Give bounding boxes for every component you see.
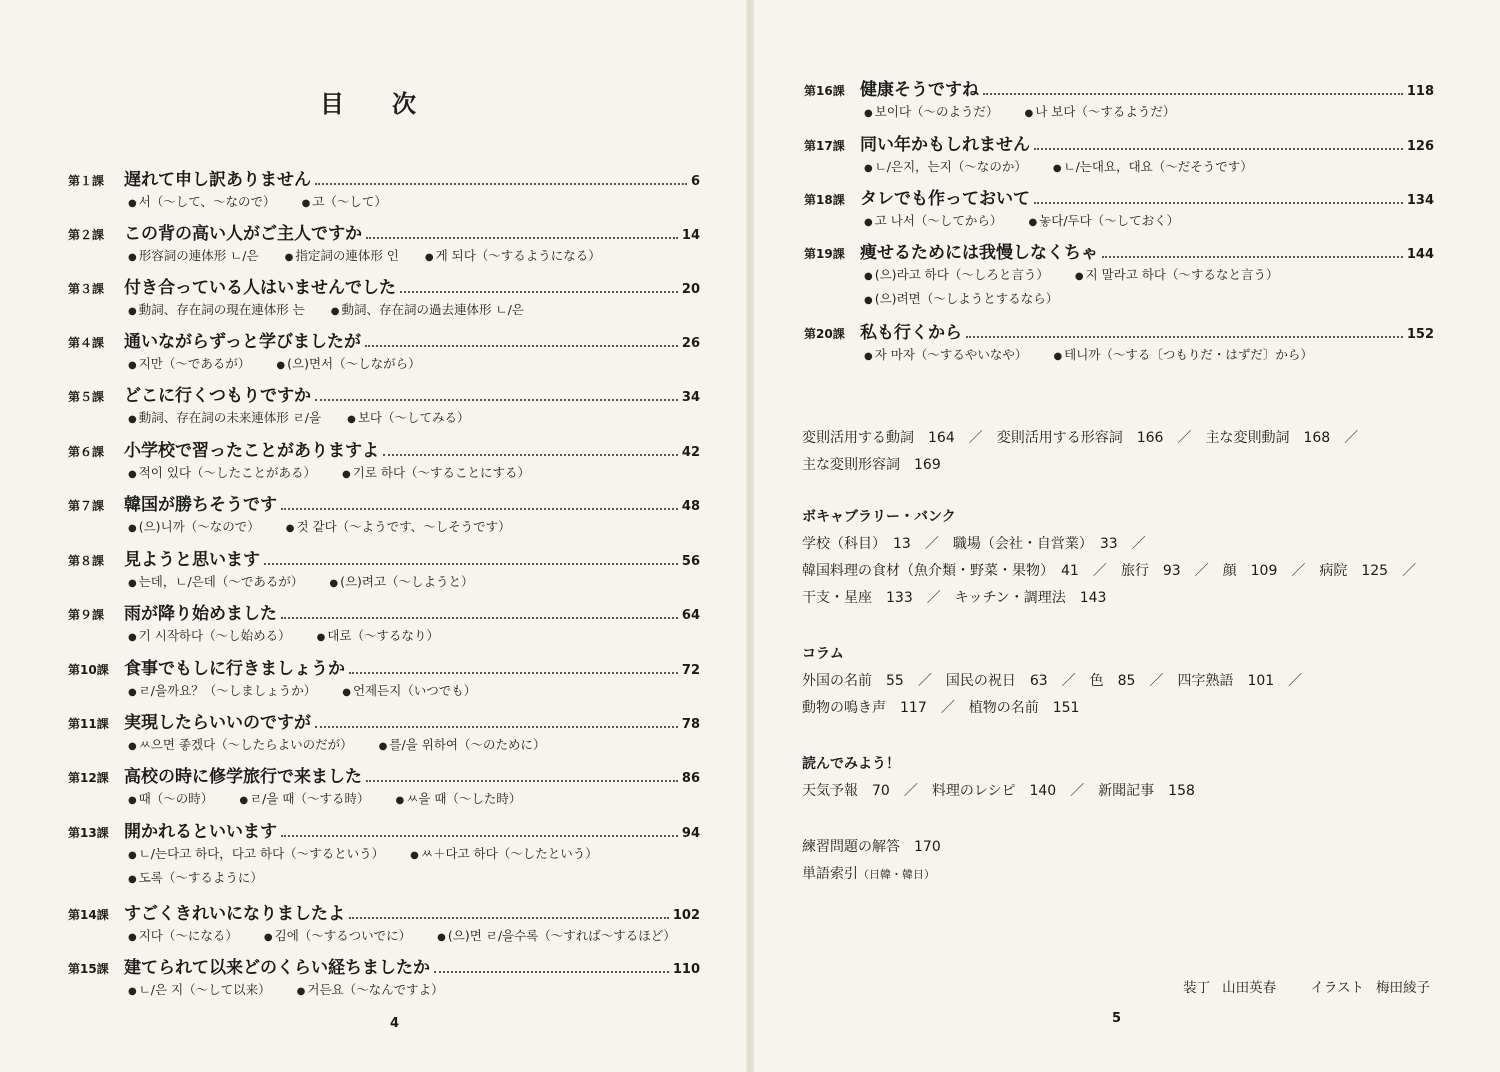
grammar-point: ● 動詞、存在詞の過去連体形 ㄴ/은 [331, 299, 524, 323]
grammar-points [68, 680, 700, 704]
lesson-entry [68, 490, 700, 540]
credits [1171, 976, 1430, 996]
grammar-point: ● 를/을 위하여（〜のために） [379, 734, 546, 758]
lesson-number: 第８課 [68, 554, 105, 568]
grammar-points [804, 264, 1434, 288]
lesson-heading [804, 130, 1434, 156]
dot-leader [315, 398, 678, 401]
lesson-heading [68, 899, 700, 925]
lesson-title: タレでも作っておいて [860, 189, 1030, 209]
lesson-number: 第７課 [68, 499, 105, 513]
dot-leader [383, 453, 678, 456]
lesson-title: 痩せるためには我慢しなくちゃ [860, 243, 1098, 263]
dot-leader [315, 182, 687, 185]
lesson-title: 建てられて以来どのくらい経ちましたか [124, 958, 430, 978]
dot-leader [315, 725, 678, 728]
lesson-page-number: 144 [1406, 247, 1434, 262]
grammar-point: ● 놓다/두다（〜しておく） [1028, 210, 1179, 234]
vocab-line: 学校（科目） 13 ／ 職場（会社・自営業） 33 ／ [802, 536, 1146, 552]
lesson-number: 第６課 [68, 445, 105, 459]
lesson-title: 食事でもしに行きましょうか [124, 659, 345, 679]
lesson-page-number: 34 [681, 390, 700, 405]
illust-label: イラスト [1310, 980, 1364, 996]
grammar-point: ● ㅆ＋다고 하다（〜したという） [410, 843, 598, 867]
dot-leader [966, 335, 1403, 338]
lesson-title: 付き合っている人はいませんでした [124, 278, 396, 298]
lesson-heading [804, 318, 1434, 344]
grammar-point: ● 때（〜の時） [128, 788, 213, 812]
vocab-section [802, 504, 1452, 612]
lesson-entry [68, 219, 700, 269]
grammar-points [68, 788, 700, 812]
grammar-point: ● 서（〜して、〜なので） [128, 191, 276, 215]
column-section [802, 641, 1452, 722]
lesson-heading [68, 953, 700, 979]
lesson-heading [68, 219, 700, 245]
grammar-points [804, 210, 1434, 234]
lesson-entry [804, 75, 1434, 125]
grammar-point: ● 보다（〜してみる） [347, 407, 469, 431]
lesson-title: 小学校で習ったことがありますよ [124, 441, 379, 461]
lesson-number: 第11課 [68, 717, 109, 731]
lesson-number: 第17課 [804, 139, 845, 153]
lesson-title: 健康そうですね [860, 80, 979, 100]
lesson-entry [804, 238, 1434, 312]
dot-leader [366, 236, 678, 239]
appendix-section [802, 834, 1452, 888]
lesson-heading [68, 273, 700, 299]
lesson-heading [804, 238, 1434, 264]
lesson-entry [68, 599, 700, 649]
dot-leader [365, 344, 678, 347]
lesson-entry [68, 708, 700, 758]
lesson-heading [68, 708, 700, 734]
grammar-point: ● 것 같다（〜ようです、〜しそうです） [286, 516, 511, 540]
lesson-entry [68, 273, 700, 323]
grammar-point: ● 적이 있다（〜したことがある） [128, 462, 316, 486]
lesson-heading [68, 436, 700, 462]
dot-leader [983, 92, 1403, 95]
dot-leader [1102, 255, 1403, 258]
lesson-page-number: 20 [681, 282, 700, 297]
lesson-entry [68, 436, 700, 486]
index-sub: （日韓・韓日） [858, 868, 935, 881]
lesson-number: 第12課 [68, 771, 109, 785]
grammar-points [68, 299, 700, 323]
grammar-points [68, 353, 700, 377]
grammar-point: ● 대로（〜するなり） [317, 625, 439, 649]
dot-leader [264, 562, 678, 565]
grammar-point: ● 動詞、存在詞の現在連体形 는 [128, 299, 305, 323]
lesson-heading [68, 545, 700, 571]
design-label: 装丁 [1183, 980, 1211, 996]
grammar-point: ● 나 보다（〜するようだ） [1024, 101, 1175, 125]
grammar-point: ● 形容詞の連体形 ㄴ/은 [128, 245, 259, 269]
lesson-page-number: 134 [1406, 193, 1434, 208]
grammar-points [804, 101, 1434, 125]
lesson-number: 第９課 [68, 608, 105, 622]
grammar-point: ● ㄴ/는대요，대요（〜だそうです） [1053, 156, 1253, 180]
dot-leader [281, 834, 678, 837]
irregular-line: 主な変則形容詞 169 [802, 457, 941, 473]
index-line [802, 861, 1452, 888]
lesson-title: 韓国が勝ちそうです [124, 495, 277, 515]
lesson-title: この背の高い人がご主人ですか [124, 224, 362, 244]
design-name: 山田英春 [1222, 980, 1277, 996]
vocab-line: 韓国料理の食材（魚介類・野菜・果物） 41 ／ 旅行 93 ／ 顔 109 ／ 病院 125 ／ [802, 563, 1417, 579]
lesson-entry [68, 165, 700, 215]
lesson-entry [804, 130, 1434, 180]
dot-leader [281, 616, 678, 619]
lesson-page-number: 64 [681, 608, 700, 623]
lesson-page-number: 102 [672, 908, 700, 923]
grammar-point: ● 고（〜して） [302, 191, 387, 215]
answers-line: 練習問題の解答 170 [802, 839, 941, 855]
grammar-point: ● (으)면서（〜しながら） [276, 353, 420, 377]
lesson-heading [68, 327, 700, 353]
lesson-page-number: 152 [1406, 327, 1434, 342]
lesson-number: 第20課 [804, 327, 845, 341]
grammar-point: ● 도록（〜するように） [128, 867, 263, 891]
lesson-number: 第10課 [68, 663, 109, 677]
lesson-heading [68, 490, 700, 516]
lesson-number: 第18課 [804, 193, 845, 207]
lesson-heading [68, 165, 700, 191]
lesson-number: 第２課 [68, 228, 105, 242]
grammar-point: ● ㅆ으면 좋겠다（〜したらよいのだが） [128, 734, 353, 758]
grammar-points [68, 571, 700, 595]
grammar-points [68, 979, 700, 1003]
lesson-title: 開かれるといいます [124, 822, 277, 842]
grammar-points [68, 191, 700, 215]
grammar-point: ● ㄴ/은지，는지（〜なのか） [864, 156, 1027, 180]
grammar-point: ● 기 시작하다（〜し始める） [128, 625, 291, 649]
lesson-heading [68, 654, 700, 680]
lesson-page-number: 86 [681, 771, 700, 786]
grammar-points [68, 867, 700, 891]
grammar-points [804, 288, 1434, 312]
reading-heading: 読んでみよう！ [802, 756, 900, 772]
grammar-points [68, 462, 700, 486]
dot-leader [434, 970, 669, 973]
lesson-page-number: 42 [681, 445, 700, 460]
lesson-title: すごくきれいになりましたよ [124, 904, 345, 924]
grammar-point: ● 언제든지（いつでも） [342, 680, 476, 704]
dot-leader [281, 507, 678, 510]
dot-leader [366, 779, 678, 782]
grammar-point: ● 指定詞の連体形 인 [285, 245, 399, 269]
lesson-number: 第５課 [68, 390, 105, 404]
lesson-title: 高校の時に修学旅行で来ました [124, 767, 362, 787]
lesson-page-number: 48 [681, 499, 700, 514]
lesson-entry [68, 654, 700, 704]
grammar-point: ● 는데，ㄴ/은데（〜であるが） [128, 571, 303, 595]
irregular-section [802, 425, 1452, 479]
grammar-points [804, 344, 1434, 368]
lesson-entry [68, 899, 700, 949]
reading-section [802, 751, 1452, 805]
illust-name: 梅田綾子 [1376, 980, 1430, 996]
lesson-entry [68, 327, 700, 377]
lesson-heading [68, 762, 700, 788]
grammar-point: ● 지 말라고 하다（〜するなと言う） [1075, 264, 1279, 288]
grammar-point: ● ㅆ을 때（〜した時） [395, 788, 521, 812]
book-gutter [746, 0, 754, 1072]
dot-leader [1034, 201, 1403, 204]
lesson-page-number: 56 [681, 554, 700, 569]
column-line: 外国の名前 55 ／ 国民の祝日 63 ／ 色 85 ／ 四字熟語 101 ／ [802, 673, 1303, 689]
lesson-page-number: 110 [672, 962, 700, 977]
grammar-points [804, 156, 1434, 180]
lesson-number: 第１課 [68, 174, 105, 188]
toc-title: 目 次 [320, 90, 428, 118]
lesson-entry [804, 184, 1434, 234]
grammar-points [68, 734, 700, 758]
lesson-page-number: 78 [681, 717, 700, 732]
grammar-points [68, 925, 700, 949]
vocab-heading: ボキャブラリー・バンク [802, 509, 956, 525]
lesson-number: 第13課 [68, 826, 109, 840]
lesson-number: 第４課 [68, 336, 105, 350]
lesson-page-number: 26 [681, 336, 700, 351]
grammar-point: ● 動詞、存在詞の未来連体形 ㄹ/을 [128, 407, 321, 431]
lesson-heading [804, 75, 1434, 101]
grammar-point: ● ㄹ/을까요？（〜しましょうか） [128, 680, 316, 704]
grammar-point: ● ㄹ/을 때（〜する時） [239, 788, 369, 812]
grammar-points [68, 407, 700, 431]
lesson-page-number: 6 [690, 174, 700, 189]
grammar-points [68, 245, 700, 269]
lesson-page-number: 14 [681, 228, 700, 243]
lesson-page-number: 72 [681, 663, 700, 678]
grammar-point: ● 거든요（〜なんですよ） [297, 979, 444, 1003]
vocab-line: 干支・星座 133 ／ キッチン・調理法 143 [802, 590, 1107, 606]
grammar-point: ● 지만（〜であるが） [128, 353, 250, 377]
lesson-heading [68, 599, 700, 625]
dot-leader [1034, 147, 1403, 150]
grammar-point: ● ㄴ/는다고 하다，다고 하다（〜するという） [128, 843, 384, 867]
reading-line: 天気予報 70 ／ 料理のレシピ 140 ／ 新聞記事 158 [802, 783, 1195, 799]
lesson-entry [68, 545, 700, 595]
index-title: 単語索引 [802, 866, 858, 882]
grammar-points [68, 516, 700, 540]
lesson-entry [68, 953, 700, 1003]
lesson-heading [804, 184, 1434, 210]
grammar-point: ● (으)려고（〜しようと） [329, 571, 473, 595]
dot-leader [349, 916, 669, 919]
lesson-number: 第16課 [804, 84, 845, 98]
lesson-number: 第３課 [68, 282, 105, 296]
grammar-point: ● (으)면 ㄹ/을수록（〜すれば〜するほど） [437, 925, 676, 949]
grammar-point: ● 테니까（〜する〔つもりだ・はずだ〕から） [1053, 344, 1312, 368]
grammar-point: ● ㄴ/은 지（〜して以来） [128, 979, 271, 1003]
lesson-page-number: 126 [1406, 139, 1434, 154]
grammar-point: ● (으)려면（〜しようとするなら） [864, 288, 1058, 312]
lesson-title: 同い年かもしれません [860, 135, 1030, 155]
grammar-points [68, 625, 700, 649]
lesson-number: 第19課 [804, 247, 845, 261]
lesson-entry [68, 381, 700, 431]
grammar-point: ● (으)니까（〜なので） [128, 516, 260, 540]
grammar-point: ● (으)라고 하다（〜しろと言う） [864, 264, 1049, 288]
lesson-title: 雨が降り始めました [124, 604, 277, 624]
lesson-entry [68, 762, 700, 812]
grammar-points [68, 843, 700, 867]
dot-leader [349, 671, 678, 674]
lesson-title: 実現したらいいのですが [124, 713, 311, 733]
lesson-entry [68, 817, 700, 891]
lesson-title: どこに行くつもりですか [124, 386, 311, 406]
lesson-number: 第14課 [68, 908, 109, 922]
dot-leader [400, 290, 678, 293]
lesson-title: 通いながらずっと学びましたが [124, 332, 361, 352]
grammar-point: ● 기로 하다（〜することにする） [342, 462, 530, 486]
lesson-title: 見ようと思います [124, 550, 260, 570]
grammar-point: ● 자 마자（〜するやいなや） [864, 344, 1027, 368]
grammar-point: ● 김에（〜するついでに） [264, 925, 411, 949]
grammar-point: ● 게 되다（〜するようになる） [425, 245, 601, 269]
lesson-number: 第15課 [68, 962, 109, 976]
lesson-title: 遅れて申し訳ありません [124, 170, 311, 190]
column-line: 動物の鳴き声 117 ／ 植物の名前 151 [802, 700, 1080, 716]
grammar-point: ● 고 나서（〜してから） [864, 210, 1002, 234]
lesson-entry [804, 318, 1434, 368]
irregular-line: 変則活用する動詞 164 ／ 変則活用する形容詞 166 ／ 主な変則動詞 168 ／ [802, 430, 1359, 446]
grammar-point: ● 지다（〜になる） [128, 925, 238, 949]
page-number-left: 4 [390, 1016, 400, 1031]
lesson-page-number: 118 [1406, 84, 1434, 99]
column-heading: コラム [802, 646, 844, 662]
page-number-right: 5 [1112, 1011, 1122, 1026]
grammar-point: ● 보이다（〜のようだ） [864, 101, 998, 125]
lesson-title: 私も行くから [860, 323, 962, 343]
lesson-heading [68, 381, 700, 407]
lesson-heading [68, 817, 700, 843]
lesson-page-number: 94 [681, 826, 700, 841]
